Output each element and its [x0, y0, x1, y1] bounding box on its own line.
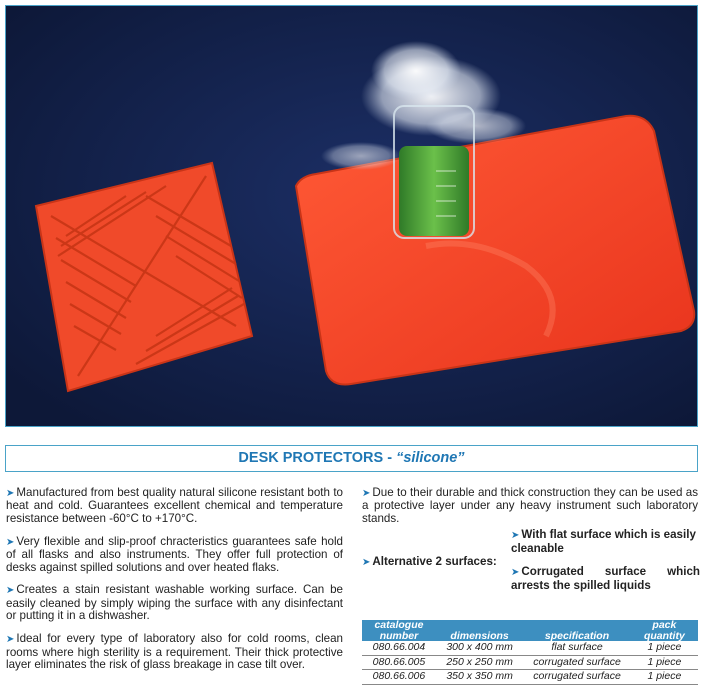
alternatives-label: ➤ Alternative 2 surfaces: — [362, 555, 497, 569]
cell-catalogue: 080.66.005 — [362, 655, 436, 670]
feature-paragraph: ➤ Due to their durable and thick construction they can be used as a protective layer under any heavy instrument such laboratory stands. — [362, 486, 698, 525]
cell-pack: 1 piece — [631, 655, 698, 670]
cell-pack: 1 piece — [631, 641, 698, 655]
table-row — [362, 641, 698, 655]
cell-specification: flat surface — [523, 641, 631, 655]
cell-catalogue: 080.66.006 — [362, 670, 436, 685]
arrow-right-icon: ➤ — [6, 536, 15, 548]
left-column — [6, 487, 343, 682]
product-photo — [5, 5, 698, 427]
arrow-right-icon: ➤ — [362, 488, 371, 499]
table-row — [362, 655, 698, 670]
feature-paragraph: ➤ Very flexible and slip-proof chracteristics guarantees safe hold of all flasks and also instruments. They offer full protection of desks against spilled solutions and over heated flaks. — [6, 534, 343, 574]
cell-specification: corrugated surface — [523, 655, 631, 670]
cell-dimensions: 250 x 250 mm — [436, 655, 523, 670]
cell-dimensions: 300 x 400 mm — [436, 641, 523, 655]
table-header-row — [362, 620, 698, 641]
alternatives-block — [362, 529, 698, 599]
feature-paragraph: ➤ Manufactured from best quality natural silicone resistant both to heat and cold. Guarantees excellent chemical and temperature resistance between -60°C to +170°C. — [6, 486, 343, 525]
arrow-right-icon: ➤ — [362, 557, 371, 569]
cell-dimensions: 350 x 350 mm — [436, 670, 523, 685]
arrow-right-icon: ➤ — [511, 567, 520, 579]
header-specification: specification — [523, 620, 631, 641]
cell-catalogue: 080.66.004 — [362, 641, 436, 655]
header-catalogue: catalogue number — [362, 620, 436, 641]
arrow-right-icon: ➤ — [6, 634, 15, 646]
cell-specification: corrugated surface — [523, 670, 631, 685]
title-sub: “silicone” — [396, 450, 465, 466]
arrow-right-icon: ➤ — [6, 585, 15, 597]
spec-table — [362, 620, 698, 685]
arrow-right-icon: ➤ — [511, 530, 520, 542]
arrow-right-icon: ➤ — [6, 488, 15, 499]
feature-paragraph: ➤ Ideal for every type of laboratory also for cold rooms, clean rooms where high sterility is a requirement. Their thick protective layer eliminates the risk of glass breakage in case tilt over. — [6, 632, 343, 671]
header-dimensions: dimensions — [436, 620, 523, 641]
feature-paragraph: ➤ Creates a stain resistant washable working surface. Can be easily cleaned by simply wiping the surface with any disinfectant or putting it in a dishwasher. — [6, 583, 343, 623]
header-pack: pack quantity — [631, 620, 698, 641]
table-row — [362, 670, 698, 685]
cell-pack: 1 piece — [631, 670, 698, 685]
right-column — [362, 487, 698, 599]
option-corrugated-surface: ➤ Corrugated surface which arrests the spilled liquids — [511, 565, 700, 592]
title-main: DESK PROTECTORS - — [238, 450, 393, 466]
section-title — [5, 445, 698, 472]
option-flat-surface: ➤ With flat surface which is easily cleanable — [511, 528, 696, 555]
